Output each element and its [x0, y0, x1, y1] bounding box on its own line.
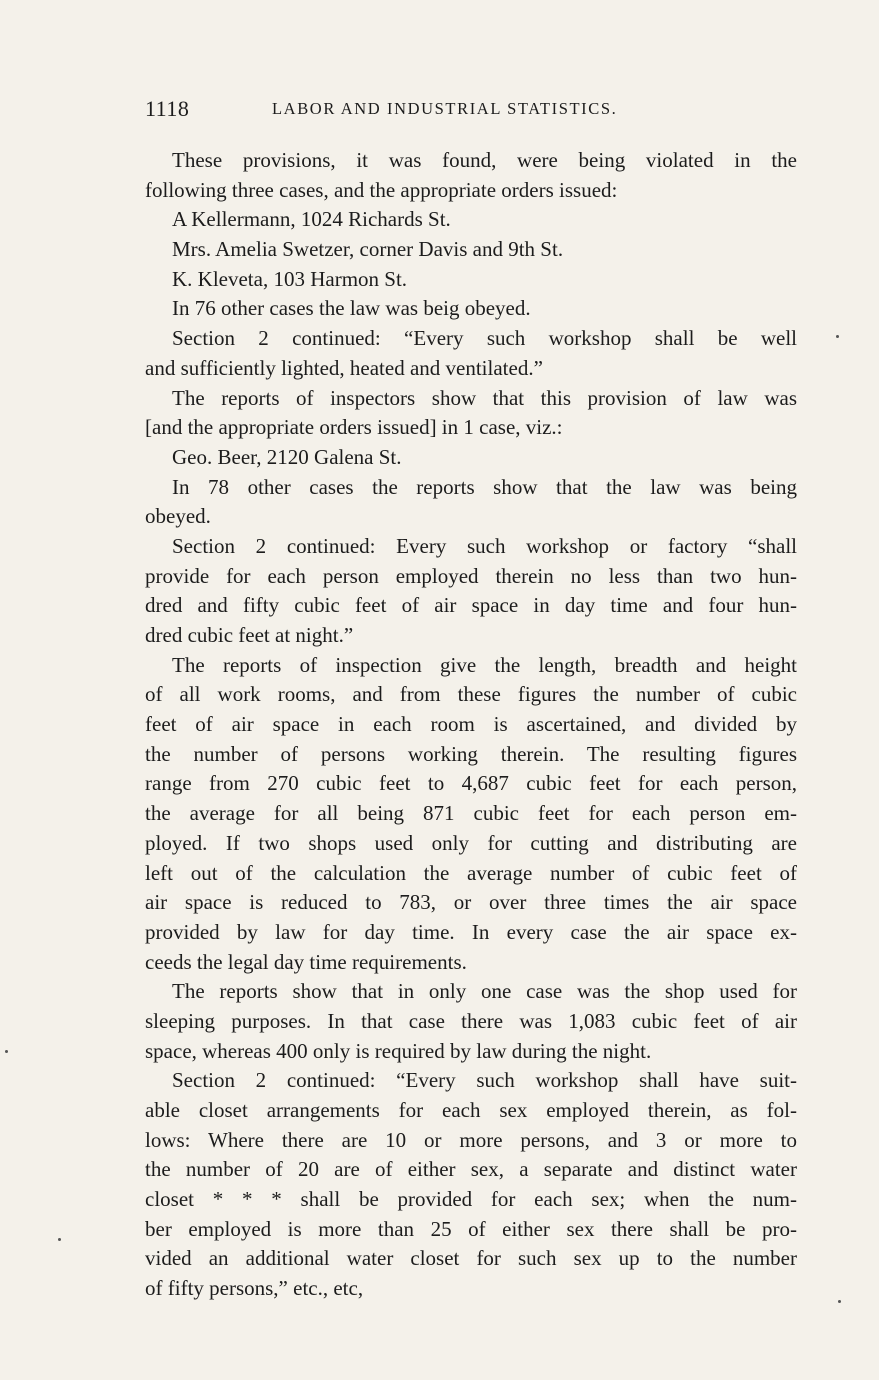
text-line: Geo. Beer, 2120 Galena St. — [172, 444, 402, 469]
text-line: the number of persons working therein. The resulting figures — [145, 741, 797, 766]
text-line: space, whereas 400 only is required by law during the night. — [145, 1038, 652, 1063]
text-line: dred cubic feet at night.” — [145, 623, 354, 647]
text-line: ployed. If two shops used only for cutting and distributing are — [145, 830, 797, 855]
text-line: able closet arrangements for each sex employed therein, as fol- — [145, 1098, 797, 1122]
text-line: ber employed is more than 25 of either sex there shall be pro- — [145, 1216, 797, 1241]
text-line: [and the appropriate orders issued] in 1 case, viz.: — [145, 415, 563, 440]
text-line: following three cases, and the appropriate orders issued: — [145, 177, 618, 202]
text-line: sleeping purposes. In that case there was 1,083 cubic feet of air — [145, 1008, 797, 1033]
text-line: dred and fifty cubic feet of air space in day time and four hun- — [145, 593, 797, 618]
running-head: LABOR AND INDUSTRIAL STATISTICS. — [272, 99, 618, 118]
text-line: provided by law for day time. In every case the air space ex- — [145, 919, 797, 944]
print-speck — [838, 1300, 841, 1303]
text-line: left out of the calculation the average number of cubic feet of — [145, 860, 797, 885]
text-line: feet of air space in each room is ascertained, and divided by — [145, 712, 797, 737]
text-line: of fifty persons,” etc., etc, — [145, 1276, 364, 1301]
text-line: of all work rooms, and from these figures the number of cubic — [145, 682, 797, 707]
text-line: Section 2 continued: Every such workshop or factory “shall — [172, 533, 797, 558]
text-line: closet * * * shall be provided for each sex; when the num- — [145, 1187, 797, 1212]
text-line: and sufficiently lighted, heated and ventilated.” — [145, 355, 543, 380]
text-line: These provisions, it was found, were being violated in the — [172, 148, 797, 172]
text-line: range from 270 cubic feet to 4,687 cubic feet for each person, — [145, 771, 797, 796]
text-line: The reports of inspection give the length, breadth and height — [172, 652, 797, 677]
page-header — [145, 96, 800, 128]
text-line: lows: Where there are 10 or more persons, and 3 or more to — [145, 1127, 797, 1152]
text-line: Mrs. Amelia Swetzer, corner Davis and 9th St. — [172, 237, 564, 262]
text-line: The reports show that in only one case was the shop used for — [172, 979, 797, 1004]
text-line: A Kellermann, 1024 Richards St. — [172, 207, 451, 232]
text-line: the number of 20 are of either sex, a separate and distinct water — [145, 1157, 797, 1182]
page-number: 1118 — [145, 96, 190, 121]
body-text — [145, 146, 797, 1304]
text-line: Section 2 continued: “Every such workshop shall be well — [172, 326, 797, 351]
print-speck — [58, 1238, 61, 1241]
text-line: the average for all being 871 cubic feet for each person em- — [145, 801, 797, 826]
print-speck — [5, 1050, 8, 1053]
text-line: In 78 other cases the reports show that the law was being — [172, 474, 797, 499]
text-line: air space is reduced to 783, or over three times the air space — [145, 890, 797, 915]
text-line: Section 2 continued: “Every such workshop shall have suit- — [172, 1068, 797, 1093]
text-line: K. Kleveta, 103 Harmon St. — [172, 266, 408, 291]
text-line: ceeds the legal day time requirements. — [145, 949, 467, 974]
text-line: obeyed. — [145, 504, 211, 529]
text-line: In 76 other cases the law was beig obeyed. — [172, 296, 531, 321]
text-line: The reports of inspectors show that this provision of law was — [172, 385, 797, 410]
print-speck — [836, 335, 839, 338]
text-line: vided an additional water closet for such sex up to the number — [145, 1246, 797, 1271]
text-line: provide for each person employed therein no less than two hun- — [145, 563, 797, 588]
